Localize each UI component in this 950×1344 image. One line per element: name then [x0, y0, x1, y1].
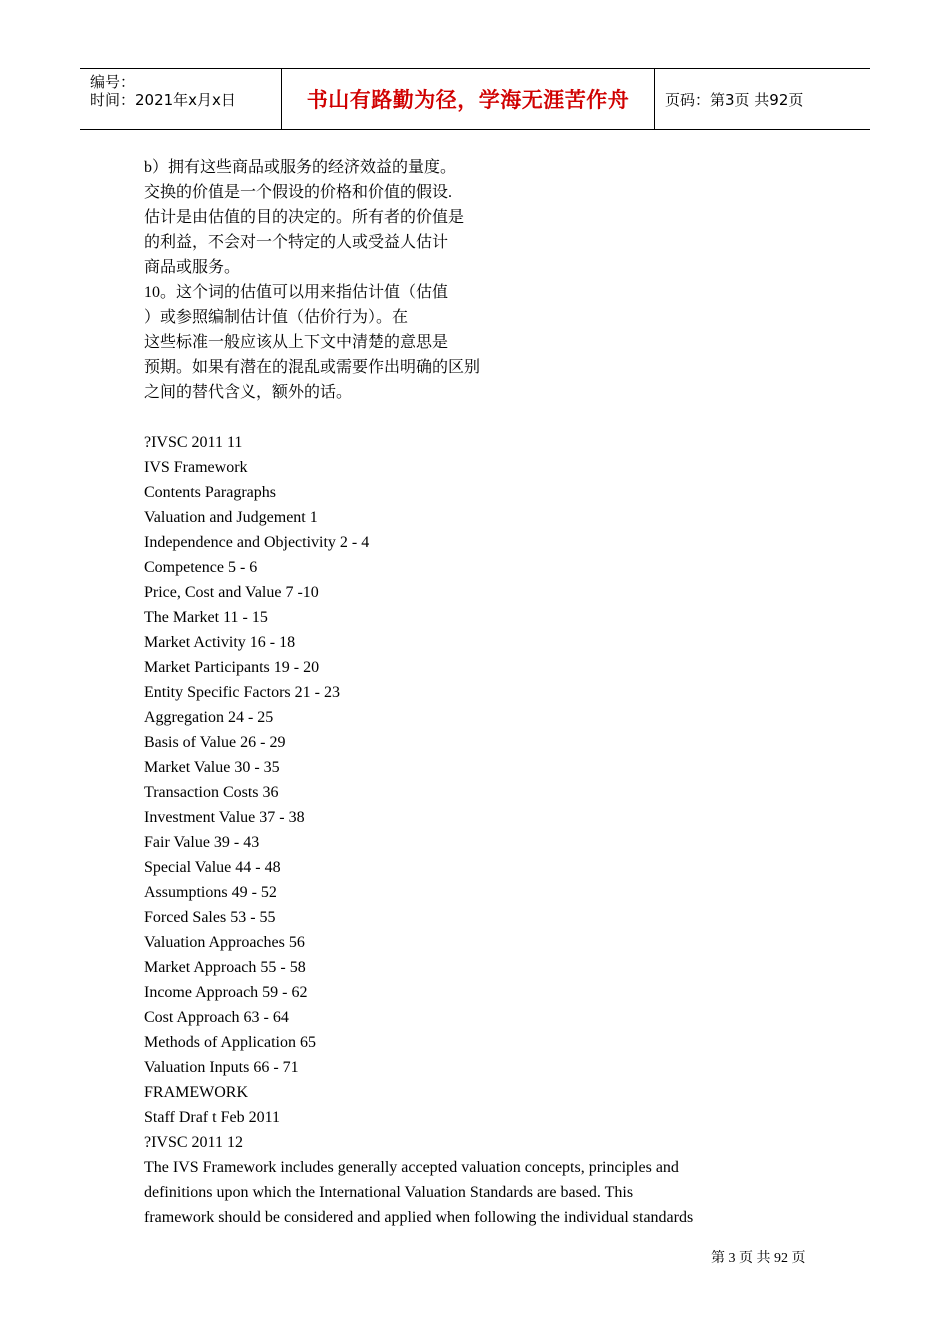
time-label: 时间：2021年x月x日: [90, 91, 236, 109]
text-line: Staff Draf t Feb 2011: [144, 1109, 280, 1126]
serial-label: 编号：: [90, 73, 136, 91]
text-line: Forced Sales 53 - 55: [144, 909, 276, 926]
text-line: 之间的替代含义，额外的话。: [144, 384, 353, 401]
text-line: Independence and Objectivity 2 - 4: [144, 534, 370, 551]
text-line: Market Participants 19 - 20: [144, 659, 320, 676]
text-line: 交换的价值是一个假设的价格和价值的假设.: [144, 184, 453, 201]
text-line: ?IVSC 2011 12: [144, 1134, 243, 1151]
text-line: Competence 5 - 6: [144, 559, 258, 576]
text-line: FRAMEWORK: [144, 1084, 249, 1101]
page-header: [80, 68, 870, 130]
text-line: definitions upon which the International Valuation Standards are based. This: [144, 1184, 634, 1201]
text-line: Market Value 30 - 35: [144, 759, 280, 776]
text-line: ?IVSC 2011 11: [144, 434, 243, 451]
text-line: Fair Value 39 - 43: [144, 834, 260, 851]
text-line: framework should be considered and applied when following the individual standards: [144, 1209, 694, 1226]
text-line: The Market 11 - 15: [144, 609, 268, 626]
text-line: Market Approach 55 - 58: [144, 959, 306, 976]
text-line: 的利益，不会对一个特定的人或受益人估计: [144, 234, 449, 251]
text-line: 预期。如果有潜在的混乱或需要作出明确的区别: [144, 359, 481, 376]
text-line: 商品或服务。: [144, 259, 241, 276]
text-line: The IVS Framework includes generally accepted valuation concepts, principles and: [144, 1159, 679, 1176]
text-line: 10。这个词的估值可以用来指估计值（估值: [144, 284, 449, 301]
text-line: 这些标准一般应该从上下文中清楚的意思是: [144, 334, 449, 351]
text-line: Methods of Application 65: [144, 1034, 316, 1051]
text-line: Market Activity 16 - 18: [144, 634, 296, 651]
text-line: [144, 405, 764, 430]
text-line: Basis of Value 26 - 29: [144, 734, 286, 751]
text-line: 估计是由估值的目的决定的。所有者的价值是: [144, 209, 465, 226]
text-line: b）拥有这些商品或服务的经济效益的量度。: [144, 159, 457, 176]
text-line: IVS Framework: [144, 459, 248, 476]
header-motto-cell: [282, 69, 655, 129]
page-footer: 第 3 页 共 92 页: [711, 1251, 806, 1266]
text-line: Entity Specific Factors 21 - 23: [144, 684, 340, 701]
text-line: Income Approach 59 - 62: [144, 984, 308, 1001]
header-motto: 书山有路勤为径，学海无涯苦作舟: [306, 88, 630, 112]
text-line: Aggregation 24 - 25: [144, 709, 274, 726]
text-line: Assumptions 49 - 52: [144, 884, 277, 901]
header-meta: [80, 69, 282, 129]
text-line: Transaction Costs 36: [144, 784, 279, 801]
text-line: Valuation and Judgement 1: [144, 509, 318, 526]
text-line: Valuation Inputs 66 - 71: [144, 1059, 299, 1076]
text-line: Investment Value 37 - 38: [144, 809, 305, 826]
text-line: Cost Approach 63 - 64: [144, 1009, 289, 1026]
text-line: ）或参照编制估计值（估价行为）。在: [144, 309, 409, 326]
text-line: Price, Cost and Value 7 -10: [144, 584, 319, 601]
text-line: Contents Paragraphs: [144, 484, 276, 501]
text-line: Valuation Approaches 56: [144, 934, 305, 951]
text-line: Special Value 44 - 48: [144, 859, 281, 876]
header-page-info: 页码：第3页 共92页: [665, 90, 804, 109]
document-body: [144, 155, 764, 1230]
